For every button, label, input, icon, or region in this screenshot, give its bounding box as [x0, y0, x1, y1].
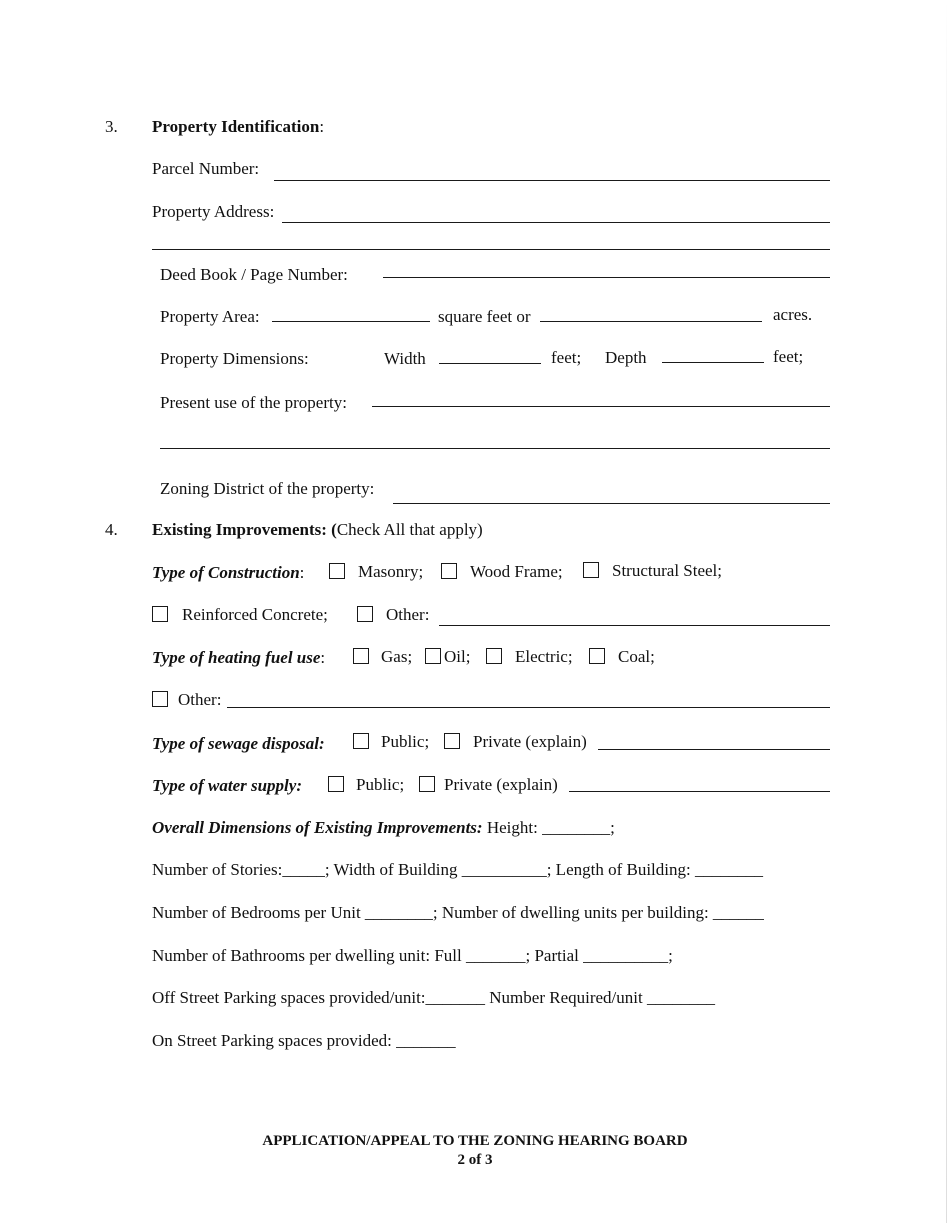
- heating-label: Type of heating fuel use:: [152, 648, 326, 667]
- property-address-field[interactable]: [282, 222, 830, 223]
- bathrooms-line[interactable]: Number of Bathrooms per dwelling unit: Full _______; Partial __________;: [152, 946, 673, 965]
- parcel-number-field[interactable]: [274, 180, 830, 181]
- construction-other-checkbox[interactable]: [357, 606, 373, 622]
- on-street-parking-line[interactable]: On Street Parking spaces provided: _______: [152, 1031, 456, 1050]
- masonry-label: Masonry;: [358, 562, 424, 581]
- property-address-field-line-2[interactable]: [152, 249, 830, 250]
- depth-feet-label: feet;: [773, 347, 804, 366]
- structural-steel-checkbox[interactable]: [583, 562, 599, 578]
- footer-title: APPLICATION/APPEAL TO THE ZONING HEARING BOARD: [262, 1133, 688, 1149]
- property-address-label: Property Address:: [152, 202, 275, 221]
- wood-frame-checkbox[interactable]: [441, 563, 457, 579]
- zoning-district-field[interactable]: [393, 503, 830, 504]
- depth-label: Depth: [605, 348, 647, 367]
- acres-label: acres.: [773, 305, 813, 324]
- reinforced-concrete-checkbox[interactable]: [152, 606, 168, 622]
- section-3-title: Property Identification:: [152, 117, 325, 136]
- section-4-number: 4.: [105, 520, 118, 539]
- structural-steel-label: Structural Steel;: [612, 561, 723, 580]
- electric-label: Electric;: [515, 647, 573, 666]
- square-feet-field[interactable]: [272, 321, 430, 322]
- coal-label: Coal;: [618, 647, 655, 666]
- property-dimensions-label: Property Dimensions:: [160, 349, 309, 368]
- width-label: Width: [384, 349, 426, 368]
- electric-checkbox[interactable]: [486, 648, 502, 664]
- wood-frame-label: Wood Frame;: [470, 562, 563, 581]
- width-field[interactable]: [439, 363, 541, 364]
- water-private-field[interactable]: [569, 791, 830, 792]
- sewage-label: Type of sewage disposal:: [152, 734, 325, 753]
- construction-label: Type of Construction:: [152, 563, 305, 582]
- water-public-checkbox[interactable]: [328, 776, 344, 792]
- heating-other-label: Other:: [178, 690, 222, 709]
- off-street-parking-line[interactable]: Off Street Parking spaces provided/unit:_______ Number Required/unit ________: [152, 988, 715, 1007]
- stories-line[interactable]: Number of Stories:_____; Width of Building __________; Length of Building: ________: [152, 860, 763, 879]
- width-feet-label: feet;: [551, 348, 582, 367]
- gas-label: Gas;: [381, 647, 413, 666]
- gas-checkbox[interactable]: [353, 648, 369, 664]
- construction-other-label: Other:: [386, 605, 430, 624]
- sewage-private-field[interactable]: [598, 749, 830, 750]
- scan-edge: [946, 0, 947, 1223]
- water-private-checkbox[interactable]: [419, 776, 435, 792]
- masonry-checkbox[interactable]: [329, 563, 345, 579]
- sewage-public-checkbox[interactable]: [353, 733, 369, 749]
- water-private-label: Private (explain): [444, 775, 558, 794]
- deed-book-label: Deed Book / Page Number:: [160, 265, 348, 284]
- footer-page-number: 2 of 3: [457, 1152, 493, 1168]
- property-area-label: Property Area:: [160, 307, 260, 326]
- bedrooms-line[interactable]: Number of Bedrooms per Unit ________; Number of dwelling units per building: ______: [152, 903, 764, 922]
- present-use-label: Present use of the property:: [160, 393, 347, 412]
- square-feet-label: square feet or: [438, 307, 531, 326]
- sewage-private-checkbox[interactable]: [444, 733, 460, 749]
- overall-dimensions-line: Overall Dimensions of Existing Improvements: Height: ________;: [152, 818, 615, 837]
- present-use-field-line-2[interactable]: [160, 448, 830, 449]
- section-3-number: 3.: [105, 117, 118, 136]
- oil-checkbox[interactable]: [425, 648, 441, 664]
- oil-label: Oil;: [444, 647, 471, 666]
- heating-other-checkbox[interactable]: [152, 691, 168, 707]
- sewage-private-label: Private (explain): [473, 732, 587, 751]
- zoning-district-label: Zoning District of the property:: [160, 479, 375, 498]
- coal-checkbox[interactable]: [589, 648, 605, 664]
- reinforced-concrete-label: Reinforced Concrete;: [182, 605, 328, 624]
- depth-field[interactable]: [662, 362, 764, 363]
- parcel-number-label: Parcel Number:: [152, 159, 260, 178]
- section-4-title: Existing Improvements: (Check All that apply): [152, 520, 483, 539]
- construction-other-field[interactable]: [439, 625, 830, 626]
- acres-field[interactable]: [540, 321, 762, 322]
- present-use-field[interactable]: [372, 406, 830, 407]
- water-label: Type of water supply:: [152, 776, 302, 795]
- water-public-label: Public;: [356, 775, 405, 794]
- deed-book-field[interactable]: [383, 277, 830, 278]
- heating-other-field[interactable]: [227, 707, 830, 708]
- height-field[interactable]: Height: ________;: [486, 818, 615, 837]
- sewage-public-label: Public;: [381, 732, 430, 751]
